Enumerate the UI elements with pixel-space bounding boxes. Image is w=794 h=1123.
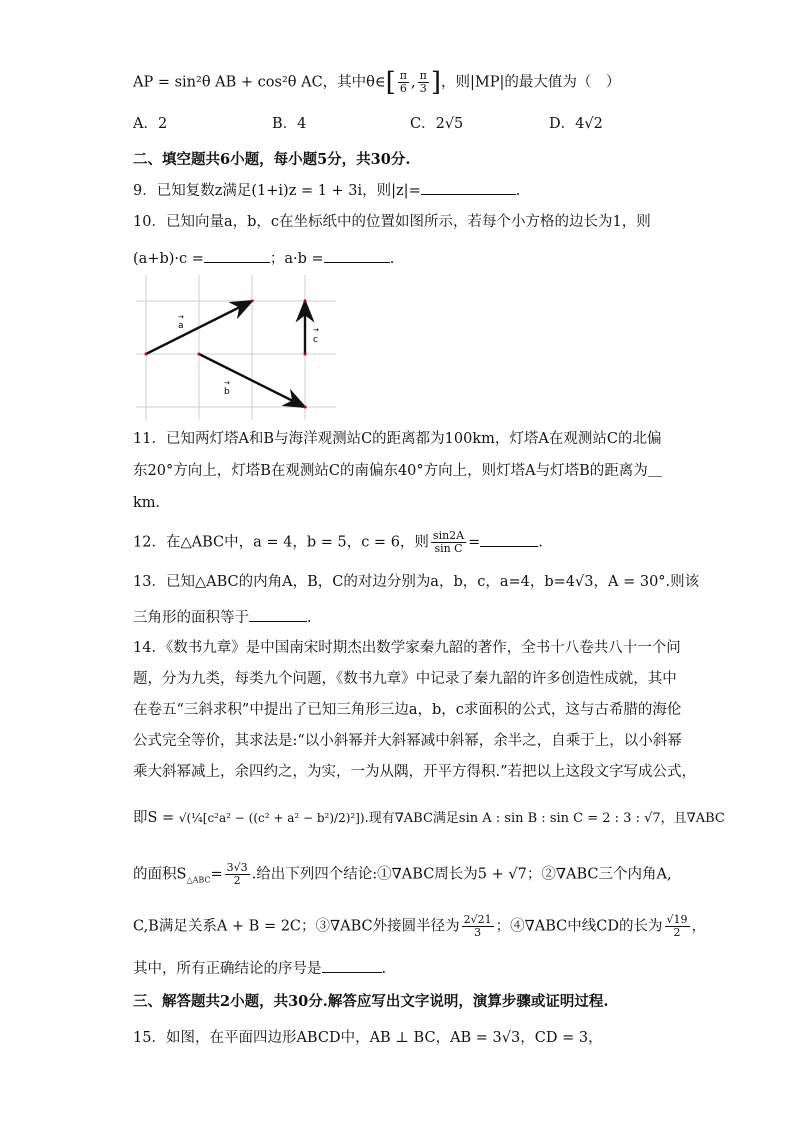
q14-area-fraction: $\frac{3√3}{2}$ — [226, 861, 248, 887]
q13-line1: 13．已知△ABC的内角A，B，C的对边分别为a，b，c，a=4，b=4√3，A = 30°.则该 — [133, 574, 700, 590]
q11-line2: 东20°方向上，灯塔B在观测站C的南偏东40°方向上，则灯塔A与灯塔B的距离为＿ — [133, 463, 663, 479]
q14-line8-end: ， — [691, 918, 707, 935]
q9-answer-blank[interactable] — [421, 180, 516, 195]
q14-area-label: 的面积S — [133, 866, 187, 883]
q13-text2: 三角形的面积等于 — [133, 610, 249, 626]
q13-end: . — [307, 610, 312, 626]
q14-line5: 乘大斜幂减上，余四约之，为实，一为从隅，开平方得积.”若把以上这段文字写成公式， — [133, 764, 697, 780]
q12-line — [133, 530, 543, 555]
q14-area-sub: △ABC — [186, 875, 211, 885]
q12-answer-blank[interactable] — [480, 532, 538, 547]
q11-line1: 11．已知两灯塔A和B与海洋观测站C的距离都为100km，灯塔A在观测站C的北偏 — [133, 431, 662, 447]
q14-line6 — [133, 808, 725, 829]
q12-end: . — [538, 534, 543, 551]
q14-line2: 题，分为九类，每类九个问题，《数书九章》中记录了秦九韶的许多创造性成就，其中 — [133, 671, 677, 687]
q8-option-a: A．2 — [133, 116, 168, 132]
q14-area-eq: = — [210, 866, 223, 883]
q14-line9-end: . — [381, 961, 387, 977]
vector-c-arrow-glyph: → — [313, 326, 319, 334]
q12-text: 12．在△ABC中，a = 4，b = 5，c = 6，则 — [133, 534, 429, 551]
q14-heron-formula: √(¼[c²a² − ((c² + a² − b²)/2)²]) — [178, 811, 365, 825]
q8-formula: AP = sin²θ AB + cos²θ AC — [133, 74, 323, 91]
q13-line2 — [133, 607, 312, 628]
q14-median-fraction: $\frac{√19}{2}$ — [666, 913, 688, 939]
q8-interval-lo: $\frac{\pi}{6}$ — [399, 69, 408, 95]
q8-option-d: D．4√2 — [549, 116, 603, 132]
q14-line7-post: .给出下列四个结论:①∇ABC周长为5 + √7；②∇ABC三个内角A, — [251, 866, 672, 883]
q10-part2: a·b = — [284, 251, 324, 267]
q14-answer-blank[interactable] — [322, 958, 382, 973]
q11-line3: km． — [133, 495, 171, 511]
q10-answer1-blank[interactable] — [204, 248, 270, 263]
q14-line8-pre: C,B满足关系A + B = 2C；③∇ABC外接圆半径为 — [133, 918, 460, 935]
vector-grid-figure — [136, 275, 336, 420]
q14-line6-post: .现有∇ABC满足sin A : sin B : sin C = 2 : 3 : √7，且∇ABC — [364, 811, 725, 826]
q8-tail: ，则|MP|的最大值为（ ） — [441, 74, 621, 91]
q14-line9 — [133, 958, 386, 979]
q10-sep: ； — [269, 251, 285, 267]
q14-line9-text: 其中，所有正确结论的序号是 — [133, 961, 322, 977]
vector-c-label: c — [313, 335, 318, 345]
vector-b-arrow-glyph: → — [224, 379, 230, 387]
q14-line4: 公式完全等价，其求法是:“以小斜幂并大斜幂减中斜幂，余半之，自乘于上，以小斜幂 — [133, 733, 682, 749]
bracket-right: ] — [430, 67, 442, 98]
bracket-left: [ — [385, 67, 396, 98]
section3-heading: 三、解答题共2小题，共30分.解答应写出文字说明，演算步骤或证明过程. — [133, 993, 609, 1010]
section2-heading: 二、填空题共6小题，每小题5分，共30分. — [133, 151, 411, 168]
q10-answer2-blank[interactable] — [324, 248, 390, 263]
q8-interval-hi: $\frac{\pi}{3}$ — [419, 69, 427, 95]
q8-option-b: B．4 — [272, 116, 307, 132]
q9-text: 9．已知复数z满足(1+i)z = 1 + 3i，则|z|= — [133, 183, 421, 199]
q15-line: 15．如图，在平面四边形ABCD中，AB ⊥ BC，AB = 3√3，CD = 3， — [133, 1030, 603, 1046]
q14-line1: 14．《数书九章》是中国南宋时期杰出数学家秦九韶的著作，全书十八卷共八十一个问 — [133, 640, 681, 656]
q10-end: . — [389, 251, 395, 267]
q14-s-equals: 即S = — [133, 810, 175, 826]
q14-radius-fraction: $\frac{2√21}{3}$ — [463, 913, 492, 939]
vector-a-arrow-glyph: → — [178, 313, 184, 321]
q8-option-c: C．2√5 — [410, 116, 464, 132]
q14-line3: 在卷五“三斜求积”中提出了已知三角形三边a，b，c求面积的公式，这与古希腊的海伦 — [133, 702, 682, 718]
q8-where: ，其中θ∈ — [322, 74, 386, 91]
q10-line2 — [133, 248, 394, 269]
q14-line8 — [133, 914, 706, 939]
q10-line1: 10．已知向量a，b，c在坐标纸中的位置如图所示，若每个小方格的边长为1，则 — [133, 214, 651, 230]
q12-eq: = — [468, 534, 481, 551]
vector-a-label: a — [178, 321, 184, 331]
q10-part1: (a+b)·c = — [133, 251, 204, 267]
q12-fraction: $\frac{\sin 2A}{\text{sin C}}$ — [432, 529, 465, 555]
vector-b-label: b — [224, 387, 230, 397]
q9-line — [133, 180, 520, 201]
q13-answer-blank[interactable] — [249, 607, 307, 622]
q9-end: . — [515, 183, 521, 199]
q14-line7 — [133, 862, 672, 890]
q14-line8-mid: ；④∇ABC中线CD的长为 — [495, 918, 663, 935]
q8-line: AP = sin²θ AB + cos²θ AC，其中θ∈[ $\frac{\pi}{6}$ , $\frac{\pi}{3}$ ]，则|MP|的最大值为（ ） — [133, 67, 621, 98]
